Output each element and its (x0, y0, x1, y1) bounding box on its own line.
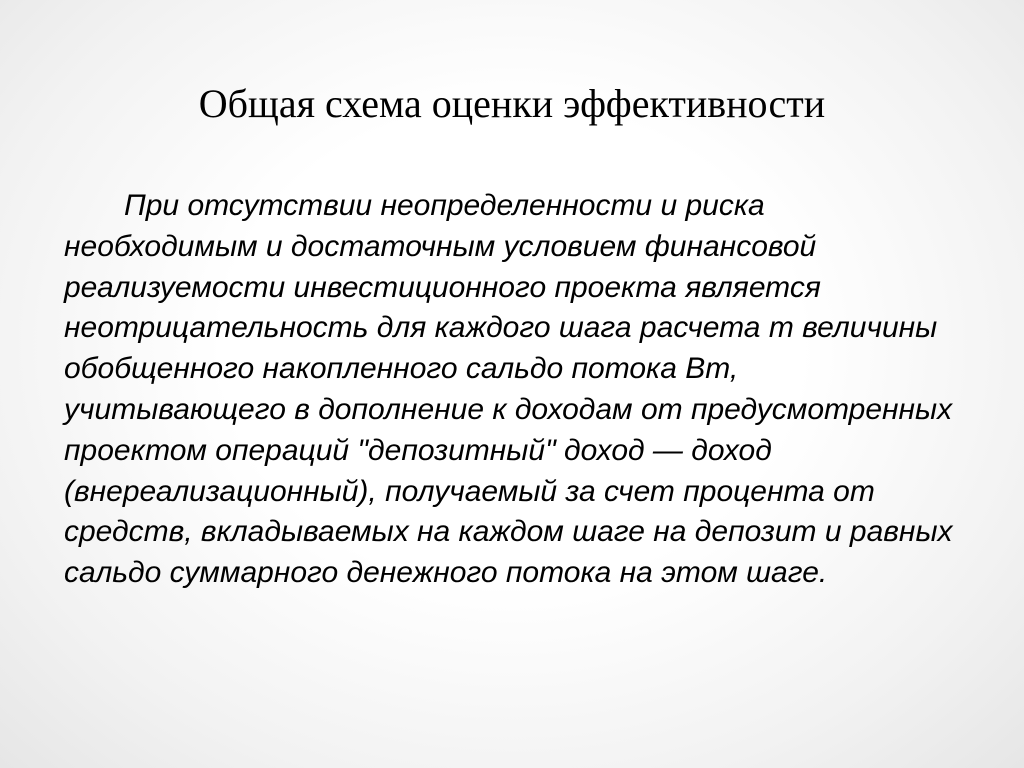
slide-title: Общая схема оценки эффективности (198, 81, 826, 126)
slide-body-paragraph: При отсутствии неопределенности и риска необходимым и достаточным условием финансовой реализуемости инвестиционного проекта является неотрицательность для каждого шага расчета m величины обобщенного накопленного сальдо потока Вт, учитывающего в дополнение к доходам от предусмотренных проектом операций "депозитный" доход — доход (внереализационный), получаемый за счет процента от средств, вкладываемых на каждом шаге на депозит и равных сальдо суммарного денежного потока на этом шаге. (64, 189, 953, 590)
